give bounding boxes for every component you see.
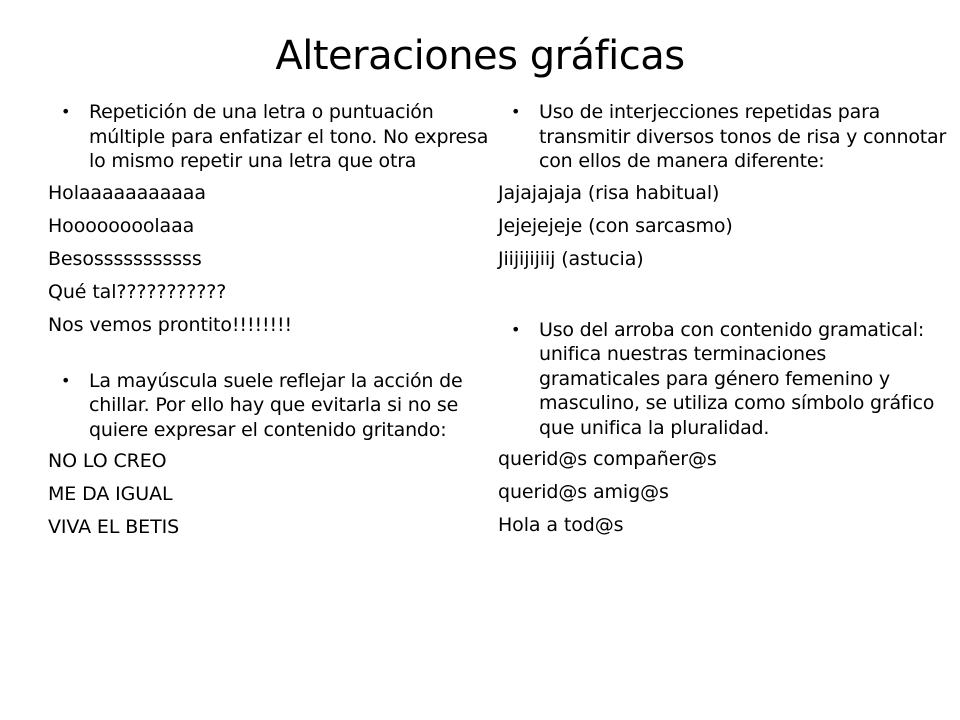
example-line: NO LO CREO: [48, 450, 167, 472]
bullet-item: [498, 318, 950, 441]
example-line: Nos vemos prontito!!!!!!!!: [48, 313, 293, 336]
example-line: Holaaaaaaaaaaa: [48, 181, 206, 204]
example-line: ME DA IGUAL: [48, 483, 173, 505]
bullet-text: La mayúscula suele reflejar la acción de chillar. Por ello hay que evitarla si no se quiere expresar el contenido gritando:: [89, 369, 463, 441]
bullet-icon: •: [61, 370, 71, 390]
example-line: querid@s amig@s: [498, 481, 669, 503]
example-line: Qué tal???????????: [48, 280, 227, 303]
example-line: Hoooooooolaaa: [48, 214, 195, 237]
section-letter-repetition: [48, 100, 500, 342]
example-line: Jiijijijiij (astucia): [498, 247, 644, 270]
example-line: Jejejejeje (con sarcasmo): [498, 214, 733, 237]
example-line: VIVA EL BETIS: [48, 516, 180, 538]
bullet-item: [498, 100, 950, 174]
bullet-text: Uso de interjecciones repetidas para transmitir diversos tonos de risa y connotar con ellos de manera diferente:: [539, 101, 947, 172]
example-line: querid@s compañer@s: [498, 448, 717, 470]
left-column: [48, 100, 500, 544]
slide-title: Alteraciones gráficas: [275, 33, 685, 79]
section-interjections: [498, 100, 950, 276]
example-line: Hola a tod@s: [498, 514, 624, 536]
example-line: Besosssssssssss: [48, 247, 202, 270]
right-column: [498, 100, 950, 542]
bullet-icon: •: [511, 102, 521, 121]
bullet-icon: •: [61, 102, 71, 121]
section-uppercase: [48, 369, 500, 545]
bullet-text: Uso del arroba con contenido gramatical: unifica nuestras terminaciones gramaticales para género femenino y masculino, se utiliza como símbolo gráfico que unifica la pluralidad.: [539, 318, 935, 439]
bullet-item: [48, 369, 500, 443]
bullet-text: Repetición de una letra o puntuación múltiple para enfatizar el tono. No expresa lo mismo repetir una letra que otra: [89, 101, 489, 172]
bullet-item: [48, 100, 500, 174]
bullet-icon: •: [511, 319, 521, 339]
section-at-sign: [498, 318, 950, 543]
example-line: Jajajajaja (risa habitual): [498, 181, 720, 204]
